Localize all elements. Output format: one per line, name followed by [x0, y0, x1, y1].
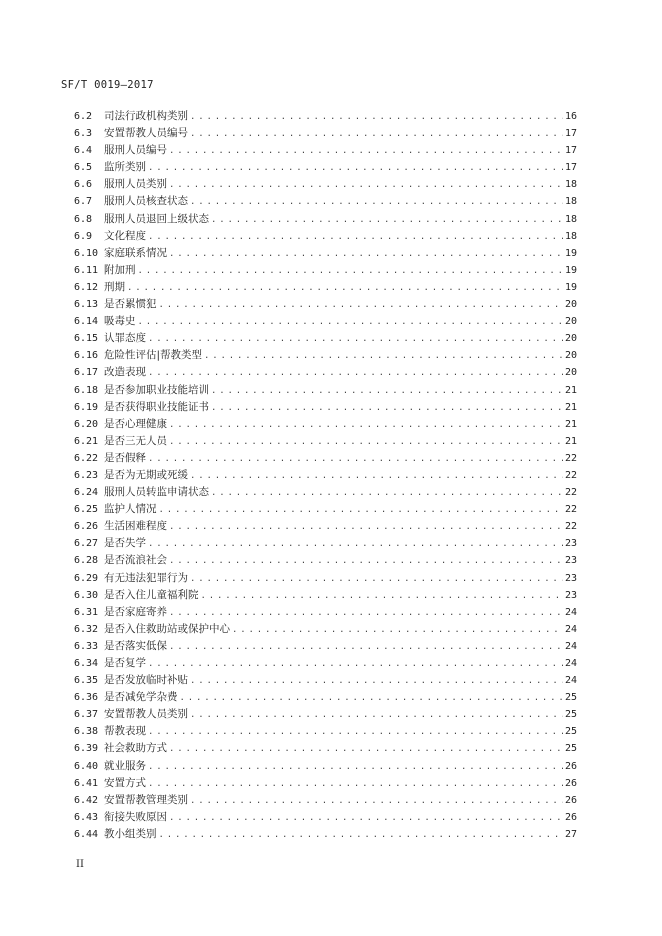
toc-entry-title: 是否失学 [104, 537, 146, 550]
toc-entry[interactable] [74, 570, 577, 587]
toc-entry-page: 20 [564, 333, 577, 345]
toc-entry-number: 6.30 [74, 589, 99, 601]
toc-entry-title: 是否获得职业技能证书 [104, 400, 209, 413]
toc-entry[interactable] [74, 125, 577, 142]
toc-entry-title: 家庭联系情况 [104, 246, 167, 259]
toc-entry-number: 6.38 [74, 726, 99, 738]
toc-entry-page: 22 [564, 452, 577, 464]
toc-entry-title: 是否累惯犯 [104, 298, 157, 311]
toc-entry-page: 18 [564, 213, 577, 225]
toc-entry-page: 20 [564, 350, 577, 362]
toc-entry[interactable] [74, 706, 577, 723]
toc-entry[interactable] [74, 262, 577, 279]
toc-entry-number: 6.9 [74, 230, 93, 242]
toc-entry[interactable] [74, 399, 577, 416]
toc-entry[interactable] [74, 347, 577, 364]
toc-entry-number: 6.14 [74, 316, 99, 328]
toc-entry[interactable] [74, 450, 577, 467]
toc-entry-number: 6.29 [74, 572, 99, 584]
toc-leader-dots [190, 471, 563, 481]
toc-entry-number: 6.36 [74, 692, 99, 704]
toc-entry-page: 17 [564, 162, 577, 174]
toc-entry-page: 16 [564, 111, 577, 122]
toc-entry-title: 安置方式 [104, 776, 146, 789]
toc-leader-dots [169, 522, 563, 532]
toc-entry-page: 26 [564, 760, 577, 772]
toc-entry[interactable] [74, 689, 577, 706]
toc-entry-title: 教小组类别 [104, 827, 157, 840]
toc-entry-number: 6.3 [74, 128, 93, 140]
toc-entry-page: 21 [564, 401, 577, 413]
toc-entry-number: 6.32 [74, 623, 99, 635]
toc-leader-dots [148, 368, 563, 378]
toc-entry-title: 是否为无期或死缓 [104, 468, 188, 481]
toc-entry-page: 21 [564, 435, 577, 447]
toc-entry-page: 23 [564, 538, 577, 550]
toc-entry[interactable] [74, 758, 577, 775]
toc-entry-page: 26 [564, 811, 577, 823]
toc-entry-number: 6.20 [74, 418, 99, 430]
toc-entry-page: 23 [564, 589, 577, 601]
toc-entry[interactable] [74, 313, 577, 330]
toc-entry[interactable] [74, 279, 577, 296]
toc-entry-title: 监所类别 [104, 161, 146, 174]
toc-entry-number: 6.33 [74, 640, 99, 652]
toc-entry-page: 23 [564, 555, 577, 567]
toc-leader-dots [190, 676, 563, 686]
toc-entry-title: 帮教表现 [104, 725, 146, 738]
toc-entry-title: 是否减免学杂费 [104, 691, 178, 704]
toc-entry-page: 22 [564, 504, 577, 516]
toc-entry-number: 6.39 [74, 743, 99, 755]
toc-entry-title: 有无违法犯罪行为 [104, 571, 188, 584]
toc-entry-title: 服刑人员类别 [104, 178, 167, 191]
toc-entry-title: 附加刑 [104, 263, 136, 276]
toc-entry[interactable] [74, 433, 577, 450]
toc-entry[interactable] [74, 552, 577, 569]
toc-entry-title: 文化程度 [104, 229, 146, 242]
toc-entry-title: 是否落实低保 [104, 639, 167, 652]
toc-leader-dots [169, 146, 563, 156]
toc-leader-dots [190, 112, 563, 122]
toc-entry-title: 是否心理健康 [104, 417, 167, 430]
toc-entry-page: 24 [564, 658, 577, 669]
toc-entry-number: 6.43 [74, 811, 99, 823]
toc-entry-title: 是否参加职业技能培训 [104, 383, 209, 396]
toc-entry-title: 是否家庭寄养 [104, 605, 167, 618]
toc-leader-dots [148, 762, 563, 772]
toc-entry[interactable] [74, 792, 577, 809]
toc-entry-page: 22 [564, 521, 577, 533]
toc-leader-dots [190, 197, 563, 207]
toc-entry-page: 22 [564, 469, 577, 481]
toc-entry[interactable] [74, 296, 577, 313]
toc-leader-dots [211, 403, 563, 413]
toc-leader-dots [169, 608, 563, 618]
toc-entry-title: 衔接失败原因 [104, 810, 167, 823]
toc-leader-dots [148, 454, 563, 464]
toc-entry[interactable] [74, 535, 577, 552]
toc-entry[interactable] [74, 176, 577, 193]
toc-leader-dots [169, 249, 563, 259]
toc-entry-page: 17 [564, 145, 577, 157]
toc-entry[interactable] [74, 621, 577, 638]
toc-leader-dots [148, 334, 563, 344]
toc-entry-number: 6.42 [74, 794, 99, 806]
toc-entry-page: 25 [564, 709, 577, 721]
toc-entry-number: 6.40 [74, 760, 99, 772]
toc-entry-title: 危险性评估|帮教类型 [104, 349, 203, 362]
toc-leader-dots [204, 351, 563, 361]
toc-entry-page: 19 [564, 264, 577, 276]
toc-entry-number: 6.4 [74, 145, 93, 157]
toc-entry-number: 6.13 [74, 299, 99, 311]
toc-entry-page: 24 [564, 623, 577, 635]
toc-entry-number: 6.23 [74, 469, 99, 481]
toc-entry[interactable] [74, 245, 577, 262]
toc-entry-number: 6.34 [74, 658, 99, 669]
table-of-contents [74, 108, 577, 843]
toc-leader-dots [169, 744, 563, 754]
toc-entry[interactable] [74, 809, 577, 826]
toc-entry-page: 23 [564, 572, 577, 584]
toc-entry-title: 是否入住救助站或保护中心 [104, 622, 230, 635]
toc-entry-page: 19 [564, 281, 577, 293]
toc-entry[interactable] [74, 484, 577, 501]
toc-entry-number: 6.10 [74, 247, 99, 259]
toc-leader-dots [138, 317, 563, 327]
toc-entry-number: 6.24 [74, 487, 99, 499]
toc-leader-dots [138, 266, 563, 276]
toc-entry[interactable] [74, 672, 577, 689]
toc-entry-page: 26 [564, 794, 577, 806]
toc-entry[interactable] [74, 108, 577, 125]
toc-entry-number: 6.28 [74, 555, 99, 567]
toc-entry-number: 6.19 [74, 401, 99, 413]
toc-leader-dots [159, 830, 563, 840]
toc-entry-title: 是否入住儿童福利院 [104, 588, 199, 601]
toc-entry[interactable] [74, 604, 577, 621]
toc-leader-dots [190, 574, 563, 584]
toc-leader-dots [148, 232, 563, 242]
toc-entry-title: 吸毒史 [104, 315, 136, 328]
toc-leader-dots [169, 180, 563, 190]
toc-leader-dots [190, 796, 563, 806]
toc-entry-page: 25 [564, 692, 577, 704]
toc-leader-dots [211, 488, 563, 498]
toc-leader-dots [190, 129, 563, 139]
toc-entry-page: 18 [564, 230, 577, 242]
toc-entry-page: 27 [564, 828, 577, 840]
toc-entry-number: 6.5 [74, 162, 93, 174]
toc-entry-page: 18 [564, 179, 577, 191]
toc-leader-dots [169, 813, 563, 823]
toc-entry-number: 6.41 [74, 777, 99, 789]
toc-entry-title: 是否发放临时补贴 [104, 674, 188, 687]
toc-entry-number: 6.31 [74, 606, 99, 618]
toc-entry-number: 6.11 [74, 264, 99, 276]
toc-entry[interactable] [74, 330, 577, 347]
toc-entry[interactable] [74, 364, 577, 381]
toc-entry-number: 6.17 [74, 367, 99, 379]
toc-entry-title: 刑期 [104, 280, 125, 293]
toc-entry-number: 6.15 [74, 333, 99, 345]
toc-leader-dots [148, 779, 563, 789]
toc-entry-page: 21 [564, 418, 577, 430]
toc-entry-number: 6.8 [74, 213, 93, 225]
toc-leader-dots [169, 642, 563, 652]
toc-entry[interactable] [74, 193, 577, 210]
toc-entry-page: 19 [564, 247, 577, 259]
toc-entry-page: 20 [564, 316, 577, 328]
toc-entry-title: 社会救助方式 [104, 742, 167, 755]
toc-entry-page: 20 [564, 299, 577, 311]
toc-entry[interactable] [74, 382, 577, 399]
toc-leader-dots [159, 505, 563, 515]
toc-entry-page: 25 [564, 726, 577, 738]
toc-leader-dots [169, 556, 563, 566]
toc-entry-number: 6.26 [74, 521, 99, 533]
toc-leader-dots [127, 283, 563, 293]
toc-entry[interactable] [74, 723, 577, 740]
toc-entry-page: 18 [564, 196, 577, 208]
toc-leader-dots [148, 659, 563, 669]
toc-entry-page: 21 [564, 384, 577, 396]
document-id: SF/T 0019—2017 [61, 79, 154, 91]
toc-entry-page: 24 [564, 640, 577, 652]
toc-entry[interactable] [74, 211, 577, 228]
toc-entry-number: 6.37 [74, 709, 99, 721]
toc-entry-title: 生活困难程度 [104, 520, 167, 533]
toc-leader-dots [201, 591, 563, 601]
toc-entry-title: 就业服务 [104, 759, 146, 772]
toc-entry-title: 监护人情况 [104, 503, 157, 516]
toc-entry-title: 是否三无人员 [104, 434, 167, 447]
toc-entry[interactable] [74, 159, 577, 176]
toc-entry-number: 6.18 [74, 384, 99, 396]
toc-entry-title: 改造表现 [104, 366, 146, 379]
toc-entry-title: 服刑人员退回上级状态 [104, 212, 209, 225]
toc-entry[interactable] [74, 518, 577, 535]
toc-entry-number: 6.44 [74, 828, 99, 840]
toc-entry[interactable] [74, 228, 577, 245]
toc-entry-number: 6.2 [74, 111, 93, 122]
toc-entry-number: 6.16 [74, 350, 99, 362]
toc-entry[interactable] [74, 775, 577, 792]
toc-leader-dots [169, 437, 563, 447]
toc-entry-page: 26 [564, 777, 577, 789]
toc-entry-number: 6.7 [74, 196, 93, 208]
toc-entry[interactable] [74, 638, 577, 655]
toc-entry-number: 6.12 [74, 281, 99, 293]
page-number: II [76, 859, 84, 870]
toc-leader-dots [148, 539, 563, 549]
toc-entry-page: 17 [564, 128, 577, 140]
toc-leader-dots [148, 727, 563, 737]
toc-entry-page: 24 [564, 606, 577, 618]
toc-leader-dots [232, 625, 563, 635]
toc-entry[interactable] [74, 142, 577, 159]
toc-leader-dots [169, 420, 563, 430]
toc-entry-title: 是否假释 [104, 451, 146, 464]
toc-entry-title: 认罪态度 [104, 332, 146, 345]
toc-entry-title: 服刑人员转监申请状态 [104, 486, 209, 499]
toc-leader-dots [211, 386, 563, 396]
toc-entry-title: 是否流浪社会 [104, 554, 167, 567]
toc-leader-dots [180, 693, 563, 703]
toc-entry-title: 安置帮教人员类别 [104, 708, 188, 721]
toc-entry-title: 安置帮教管理类别 [104, 793, 188, 806]
toc-entry-page: 25 [564, 743, 577, 755]
toc-entry[interactable] [74, 416, 577, 433]
toc-entry-number: 6.27 [74, 538, 99, 550]
toc-entry[interactable] [74, 826, 577, 843]
toc-entry[interactable] [74, 501, 577, 518]
toc-entry-page: 22 [564, 487, 577, 499]
toc-leader-dots [211, 215, 563, 225]
toc-entry-title: 服刑人员核查状态 [104, 195, 188, 208]
toc-entry-title: 司法行政机构类别 [104, 110, 188, 122]
toc-entry-number: 6.6 [74, 179, 93, 191]
toc-entry-title: 服刑人员编号 [104, 144, 167, 157]
toc-entry-title: 是否复学 [104, 657, 146, 669]
toc-entry-page: 24 [564, 675, 577, 687]
toc-entry-number: 6.35 [74, 675, 99, 687]
toc-entry-page: 20 [564, 367, 577, 379]
toc-leader-dots [190, 710, 563, 720]
toc-entry-number: 6.25 [74, 504, 99, 516]
toc-leader-dots [159, 300, 563, 310]
toc-entry[interactable] [74, 655, 577, 672]
toc-entry[interactable] [74, 467, 577, 484]
toc-entry[interactable] [74, 740, 577, 757]
toc-leader-dots [148, 163, 563, 173]
toc-entry-title: 安置帮教人员编号 [104, 127, 188, 140]
toc-entry-number: 6.21 [74, 435, 99, 447]
toc-entry-number: 6.22 [74, 452, 99, 464]
toc-entry[interactable] [74, 587, 577, 604]
